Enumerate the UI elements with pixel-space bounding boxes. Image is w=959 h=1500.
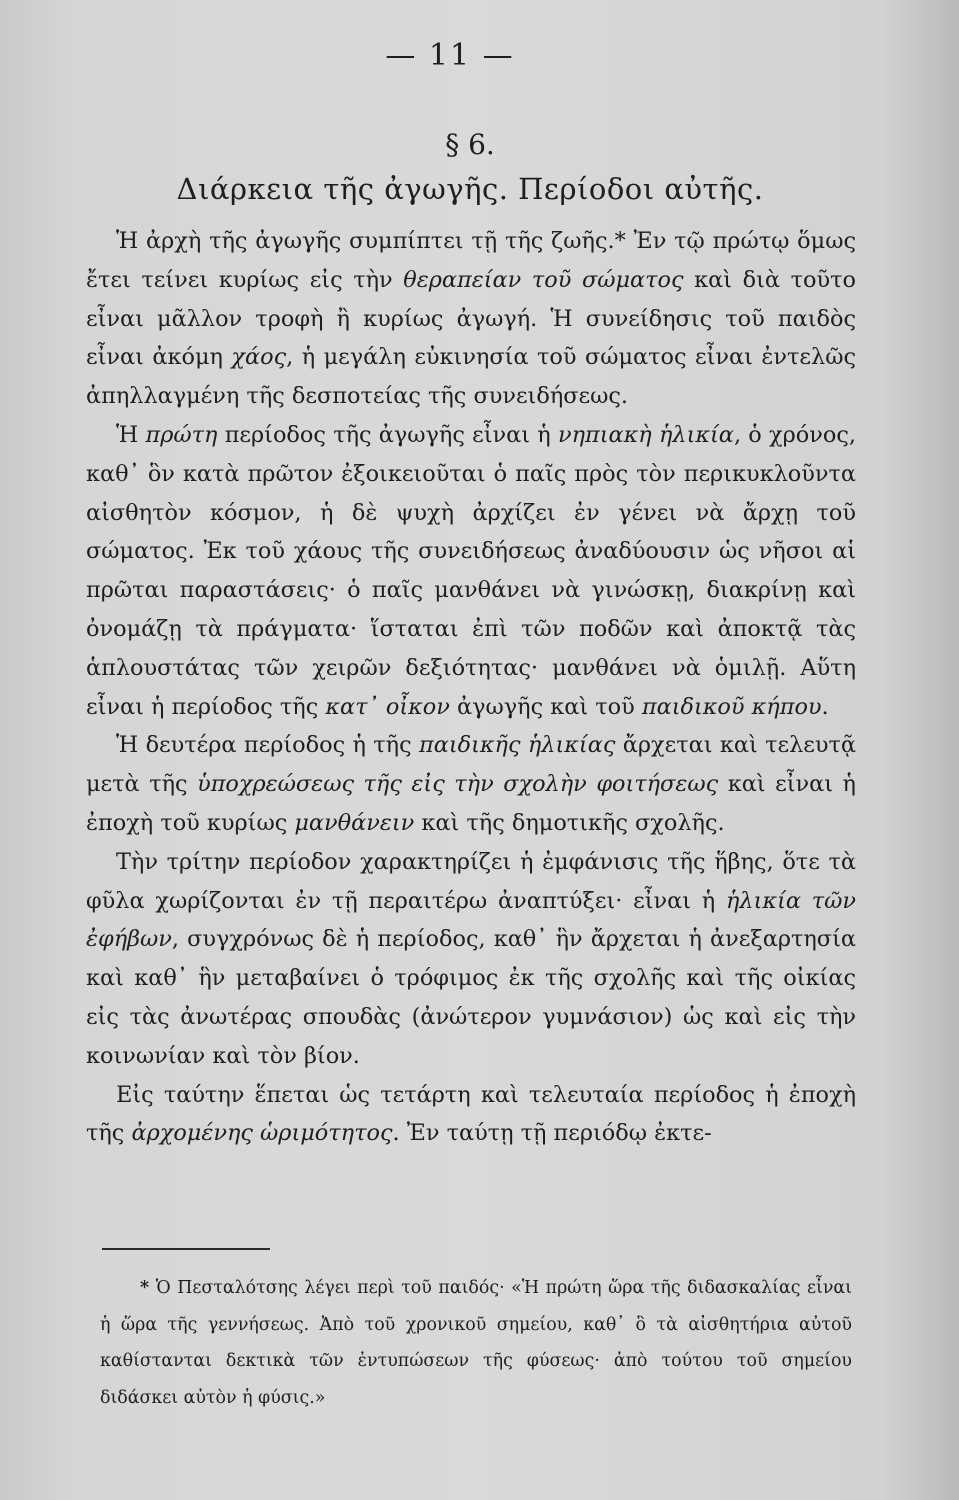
text-segment: καὶ διὰ τοῦτο εἶναι μᾶλλον τροφὴ ἢ κυρίως ἀγωγή. Ἡ συνείδησις τοῦ παιδὸς εἶναι ἀκόμη [86,266,856,371]
footnote-text: Ὁ Πεσταλότσης λέγει περὶ τοῦ παιδός· «Ἡ πρώτη ὥρα τῆς διδασκαλίας εἶναι ἡ ὥρα τῆς γεννήσεως. Ἀπὸ τοῦ χρονικοῦ σημείου, καθ᾽ ὃ τὰ αἰσθητήρια αὐτοῦ καθίστανται δεκτικὰ τῶν ἐντυπώσεων τῆς φύσεως· ἀπὸ τούτου τοῦ σημείου διδάσκει αὐτὸν ἡ φύσις.» [100,1278,852,1408]
italic-phrase: παιδικοῦ κήπου [641,693,822,720]
page-number: — 11 — [385,38,515,73]
text-segment: Εἰς ταύτην ἕπεται ὡς τετάρτη καὶ τελευταία περίοδος ἡ ἐποχὴ τῆς [86,1081,856,1147]
text-segment: καὶ τῆς δημοτικῆς σχολῆς. [414,809,725,836]
text-segment: ἄρχεται καὶ τελευτᾷ μετὰ τῆς [86,732,856,798]
italic-phrase: παιδικῆς ἡλικίας [418,732,616,759]
text-segment: , ἡ μεγάλη εὐκινησία τοῦ σώματος εἶναι ἐντελῶς ἀπηλλαγμένη τῆς δεσποτείας τῆς συνειδήσεως. [86,344,857,410]
body-paragraph [86,1076,856,1154]
footnote-marker: * [140,1278,150,1298]
text-segment: περίοδος τῆς ἀγωγῆς εἶναι ἡ [217,421,558,448]
text-segment: . Ἐν ταύτῃ τῇ περιόδῳ ἐκτε- [392,1120,712,1147]
section-label: § 6. [445,128,495,161]
body-paragraph [86,843,856,1076]
italic-phrase: πρώτη [145,421,218,448]
italic-phrase: ἀρχομένης ὡριμότητος [131,1120,393,1147]
italic-phrase: κατ᾽ οἶκον [325,693,450,720]
text-segment: . [821,693,829,720]
body-paragraph [86,726,856,842]
text-segment: Ἡ ἀρχὴ τῆς ἀγωγῆς συμπίπτει τῇ τῆς ζωῆς.* Ἐν τῷ πρώτῳ ὅμως ἔτει τείνει κυρίως εἰς τὴν [86,228,856,293]
footnote-rule [102,1248,270,1250]
text-segment: Τὴν τρίτην περίοδον χαρακτηρίζει ἡ ἐμφάνισις τῆς ἥβης, ὅτε τὰ φῦλα χωρίζονται ἐν τῇ περαιτέρω ἀναπτύξει· εἶναι ἡ [86,848,856,914]
italic-phrase: ὑποχρεώσεως τῆς εἰς τὴν σχολὴν φοιτήσεως [197,771,719,798]
italic-phrase: νηπιακὴ ἡλικία [557,421,734,448]
italic-phrase: ἡλικία τῶν ἐφήβων [86,887,856,953]
body-text [86,222,856,1153]
italic-phrase: χάος [231,344,287,371]
italic-phrase: θεραπείαν τοῦ σώματος [403,266,684,293]
text-segment: Ἡ δευτέρα περίοδος ἡ τῆς [116,732,419,759]
body-paragraph [86,222,856,416]
text-segment: , συγχρόνως δὲ ἡ περίοδος, καθ᾽ ἣν ἄρχεται ἡ ἀνεξαρτησία καὶ καθ᾽ ἣν μεταβαίνει ὁ τρόφιμος ἐκ τῆς σχολῆς καὶ τῆς οἰκίας εἰς τὰς ἀνωτέρας σπουδὰς (ἀνώτερον γυμνάσιον) ὡς καὶ εἰς τὴν κοινωνίαν καὶ τὸν βίον. [86,926,856,1069]
footnote [100,1270,852,1416]
text-segment: ἀγωγῆς καὶ τοῦ [449,693,642,720]
section-heading: Διάρκεια τῆς ἀγωγῆς. Περίοδοι αὐτῆς. [176,172,764,206]
text-segment: Ἡ [116,421,146,448]
text-segment: , ὁ χρόνος, καθ᾽ ὃν κατὰ πρῶτον ἐξοικειοῦται ὁ παῖς πρὸς τὸν περικυκλοῦντα αἰσθητὸν κόσμον, ἡ δὲ ψυχὴ ἀρχίζει ἐν γένει νὰ ἄρχῃ τοῦ σώματος. Ἐκ τοῦ χάους τῆς συνειδήσεως ἀναδύουσιν ὡς νῆσοι αἱ πρῶται παραστάσεις· ὁ παῖς μανθάνει νὰ γινώσκῃ, διακρίνῃ καὶ ὀνομάζῃ τὰ πράγματα· ἵσταται ἐπὶ τῶν ποδῶν καὶ ἀποκτᾷ τὰς ἁπλουστάτας τῶν χειρῶν δεξιότητας· μανθάνει νὰ ὁμιλῇ. Αὕτη εἶναι ἡ περίοδος τῆς [86,421,857,720]
italic-phrase: μανθάνειν [294,809,415,836]
footnote-paragraph [100,1270,852,1416]
body-paragraph [86,416,856,726]
text-segment: καὶ εἶναι ἡ ἐποχὴ τοῦ κυρίως [86,771,856,836]
